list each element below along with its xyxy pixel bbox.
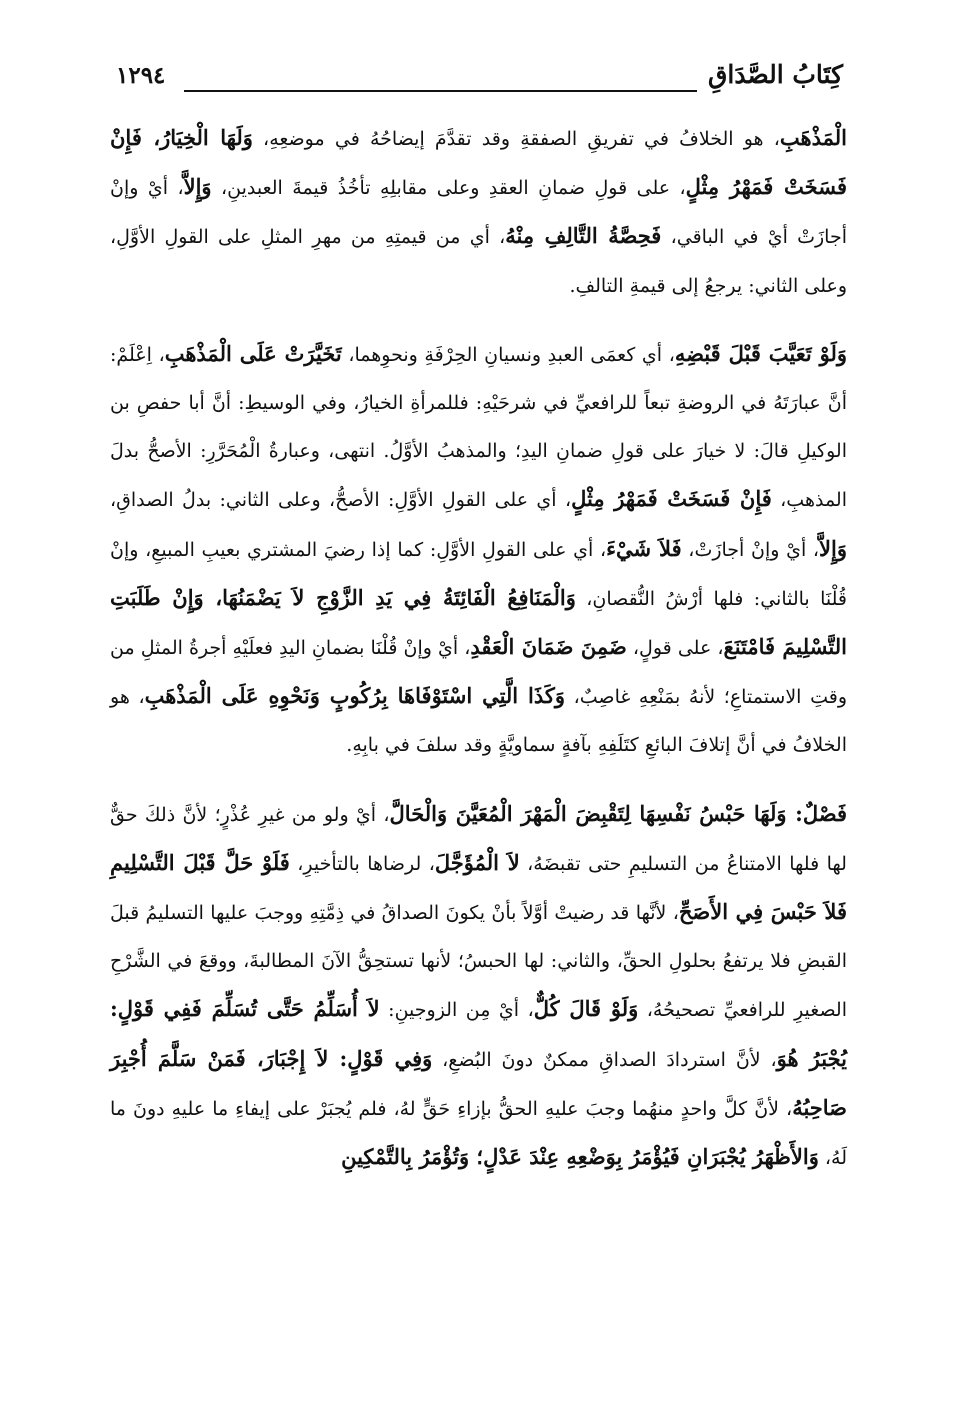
commentary-text: ، أيْ وإنْ أجازَتْ أيْ في الباقي، bbox=[110, 177, 847, 249]
matn-text: وَلَوْ قَالَ كُلٌّ bbox=[533, 996, 639, 1022]
matn-text: لاَ أُسَلِّمُ حَتَّى تُسَلِّمَ فَفِي قَوْلٍ: يُجْبَرُ هُوَ bbox=[110, 996, 847, 1071]
matn-text: الْمَذْهَبِ bbox=[779, 125, 847, 150]
commentary-text: ، أي على القولِ الأوَّلِ: كما إذا رضيَ المشتري بعيبِ المبيعِ، وإنْ قُلْنَا بالثاني: فلها أرْشُ النُّقصانِ، bbox=[110, 538, 848, 610]
matn-text: وَالأَظْهَرُ يُجْبَرَانِ فَيُؤْمَرُ بِوَضْعِهِ عِنْدَ عَدْلٍ؛ وَتُؤْمَرُ بِالتَّمْكِينِ bbox=[341, 1144, 819, 1170]
matn-text: وَفِي قَوْلٍ: لاَ إِجْبَارَ، فَمَنْ سَلَّمَ أُجْبِرَ صَاحِبُهُ bbox=[110, 1045, 847, 1120]
commentary-text: ، لأنَّها قد رضيتْ أوَّلاً بأنْ يكونَ الصداقُ في ذِمَّتِهِ ووجبَ عليها التسليمُ قبلَ القبضِ فلا يرتفعُ بحلولِ الحقِّ، والثاني: لها الحبسُ؛ لأنها تستحِقُّ الآنَ المطالبةَ، ووقعَ في الشَّرْحِ الصغيرِ للرافعيِّ تصحيحُهُ، bbox=[110, 902, 848, 1022]
commentary-text: ، أيْ وإنْ أجازَتْ، bbox=[681, 538, 820, 561]
commentary-text: ، هو الخلافُ في تفريقِ الصفقةِ وقد تقدَّمَ إيضاحُهُ في موضعِهِ، bbox=[252, 128, 780, 150]
matn-text: فَإِنْ فَسَخَتْ فَمَهْرُ مِثْلٍ bbox=[571, 486, 772, 512]
commentary-text: ، أي من قيمتِهِ من مهرِ المثلِ على القولِ الأوَّلِ، وعلى الثاني: يرجعُ إلى قيمةِ التالفِ. bbox=[110, 226, 847, 297]
matn-text: وَالْمَنَافِعُ الْفَائِتَةُ فِي يَدِ الزَّوْجِ لاَ يَضْمَنُهَا، وَإِنْ طَلَبَتِ التَّسْلِيمَ فَامْتَنَعَ bbox=[110, 584, 847, 660]
commentary-text: ، على قولٍ، bbox=[626, 637, 724, 660]
header-rule bbox=[184, 90, 697, 92]
matn-text: لاَ الْمُؤَجَّلَ bbox=[434, 849, 520, 875]
commentary-text: ، على قولِ ضمانِ العقدِ وعلى مقابلِهِ تأخُذُ قيمةَ العبدينِ، bbox=[211, 177, 686, 200]
commentary-text: ، لرضاها بالتأخيرِ، bbox=[289, 852, 435, 875]
commentary-text: ، أي كعمَى العبدِ ونسيانِ الحِرْفَةِ ونحوِهما، bbox=[341, 343, 675, 366]
commentary-text: ، هو الخلافُ في أنَّ إتلافَ البائعِ كتَلَفِهِ بآفةٍ سماويَّةٍ وقد سلفَ في بابِهِ. bbox=[110, 686, 847, 757]
page-number: ١٢٩٤ bbox=[116, 62, 166, 89]
matn-text: تَخَيَّرَتْ عَلَى الْمَذْهَبِ bbox=[164, 340, 342, 366]
commentary-text: ، أيْ وإنْ قُلْنَا بضمانِ اليدِ فعلَيْهِ أجرةُ المثلِ من وقتِ الاستمتاعِ؛ لأنهُ بمَنْعِهِ غاصِبٌ، bbox=[110, 637, 847, 709]
matn-text: فَلاَ شَيْءَ bbox=[606, 535, 682, 561]
paragraph bbox=[110, 790, 847, 1183]
paragraph bbox=[110, 330, 847, 770]
commentary-text: ، أيْ مِن الزوجينِ: bbox=[379, 999, 534, 1022]
commentary-text: ، لأنَّ كلَّ واحدٍ منهُما وجبَ عليهِ الحقُّ بإزاءِ حَقٍّ لهُ، فلم يُجبَرْ على إيفاءِ ما عليهِ دونَ ما لَهُ، bbox=[110, 1097, 847, 1170]
matn-text: وَكَذَا الَّتِي اسْتَوْفَاهَا بِرُكُوبٍ وَنَحْوِهِ عَلَى الْمَذْهَبِ bbox=[144, 683, 566, 709]
matn-text: وَإِلاَّ bbox=[819, 535, 847, 561]
matn-text: فَحِصَّةُ التَّالِفِ مِنْهُ bbox=[505, 223, 662, 249]
paragraph bbox=[110, 114, 847, 310]
commentary-text: ، لأنَّ استردادَ الصداقِ ممكنٌ دونَ البُضعِ، bbox=[432, 1048, 777, 1071]
matn-text: وَإِلاَّ bbox=[183, 174, 212, 200]
matn-text: فَصْلٌ: وَلَهَا حَبْسُ نَفْسِهَا لِتَقْبِضَ الْمَهْرَ الْمُعَيَّنَ وَالْحَالَّ bbox=[389, 800, 848, 826]
commentary-text: ، أي على القولِ الأوَّلِ: الأصحُّ، وعلى الثاني: بدلُ الصداقِ، bbox=[110, 489, 572, 512]
page-header bbox=[110, 52, 847, 96]
commentary-text: ، أيْ ولو من غيرِ عُذْرٍ؛ لأنَّ ذلكَ حقٌّ لها فلها الامتناعُ من التسليمِ حتى تقبضَهُ، bbox=[110, 803, 847, 875]
page-title: كِتَابُ الصَّدَاقِ bbox=[707, 60, 843, 89]
matn-text: فَلَوْ حَلَّ قَبْلَ التَّسْلِيمِ فَلاَ حَبْسَ فِي الأَصَحِّ bbox=[110, 849, 847, 925]
commentary-text: ، اِعْلَمْ: أنَّ عبارَتَهُ في الروضةِ تبعاً للرافعيِّ في شرحَيْهِ: فللمرأةِ الخيارُ، وفي الوسيطِ: أنَّ أبا حفصِ بن الوكيلِ قالَ: لا خيارَ على قولِ ضمانِ اليدِ؛ والمذهبُ الأوَّلُ. انتهى، وعبارةُ الْمُحَرَّرِ: الأصحُّ بدلَ المذهبِ، bbox=[110, 343, 847, 512]
matn-text: ضَمِنَ ضَمَانَ الْعَقْدِ bbox=[470, 634, 627, 660]
matn-text: وَلَهَا الْخِيَارُ، فَإِنْ فَسَخَتْ فَمَهْرُ مِثْلٍ bbox=[110, 125, 847, 200]
matn-text: وَلَوْ تَعَيَّبَ قَبْلَ قَبْضِهِ bbox=[674, 340, 847, 366]
book-page bbox=[110, 52, 847, 1182]
